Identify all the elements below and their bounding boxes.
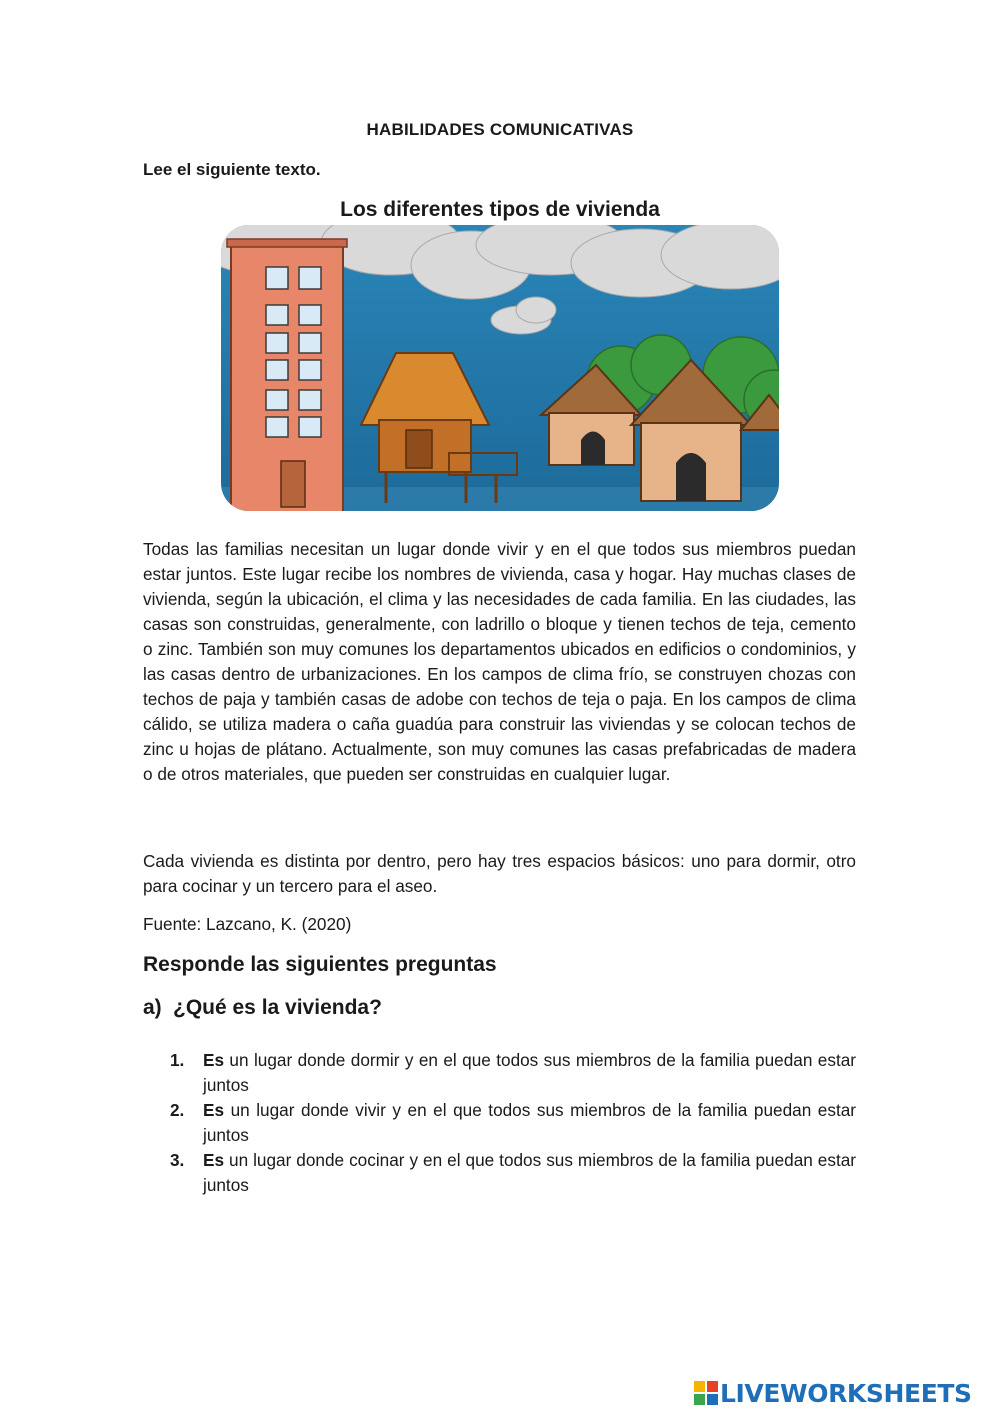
liveworksheets-brand <box>694 1378 972 1408</box>
housing-illustration <box>221 225 779 511</box>
option-number: 1. <box>170 1050 185 1070</box>
reading-instruction: Lee el siguiente texto. <box>143 160 321 179</box>
apartment-building <box>227 239 347 511</box>
option-text: un lugar donde cocinar y en el que todos sus miembros de la familia puedan estar juntos <box>203 1150 856 1195</box>
worksheet-heading: HABILIDADES COMUNICATIVAS <box>366 120 634 139</box>
answer-option-3[interactable] <box>170 1148 856 1198</box>
liveworksheets-logo-icon <box>694 1381 718 1405</box>
option-lead: Es <box>203 1150 225 1170</box>
question-marker: a) <box>143 996 162 1019</box>
option-number: 2. <box>170 1100 185 1120</box>
article-paragraph-2: Cada vivienda es distinta por dentro, pero hay tres espacios básicos: uno para dormir, otro para cocinar y un tercero para el aseo. <box>143 851 856 896</box>
brand-name: LIVEWORKSHEETS <box>720 1378 972 1408</box>
option-text: un lugar donde dormir y en el que todos sus miembros de la familia puedan estar juntos <box>203 1050 856 1095</box>
question-a <box>143 996 382 1020</box>
questions-heading: Responde las siguientes preguntas <box>143 953 497 976</box>
option-lead: Es <box>203 1050 225 1070</box>
article-source: Fuente: Lazcano, K. (2020) <box>143 914 352 934</box>
answer-option-2[interactable] <box>170 1098 856 1148</box>
article-title: Los diferentes tipos de vivienda <box>340 198 660 221</box>
option-text: un lugar donde vivir y en el que todos sus miembros de la familia puedan estar juntos <box>203 1100 856 1145</box>
answer-option-1[interactable] <box>170 1048 856 1098</box>
option-number: 3. <box>170 1150 185 1170</box>
answer-options <box>170 1048 856 1198</box>
question-text: ¿Qué es la vivienda? <box>173 996 382 1019</box>
option-lead: Es <box>203 1100 225 1120</box>
article-paragraph-1: Todas las familias necesitan un lugar donde vivir y en el que todos sus miembros puedan estar juntos. Este lugar recibe los nombres de vivienda, casa y hogar. Hay muchas clases de vivienda, según la ubicación, el clima y las necesidades de cada familia. En las ciudades, las casas son construidas, generalmente, con ladrillo o bloque y tienen techos de teja, cemento o zinc. También son muy comunes los departamentos ubicados en edificios o condominios, y las casas dentro de urbanizaciones. En los campos de clima frío, se construyen chozas con techos de paja y también casas de adobe con techos de teja o paja. En los campos de clima cálido, se utiliza madera o caña guadúa para construir las viviendas y se colocan techos de zinc u hojas de plátano. Actualmente, son muy comunes las casas prefabricadas de madera o de otros materiales, que pueden ser construidas en cualquier lugar. <box>143 539 856 784</box>
